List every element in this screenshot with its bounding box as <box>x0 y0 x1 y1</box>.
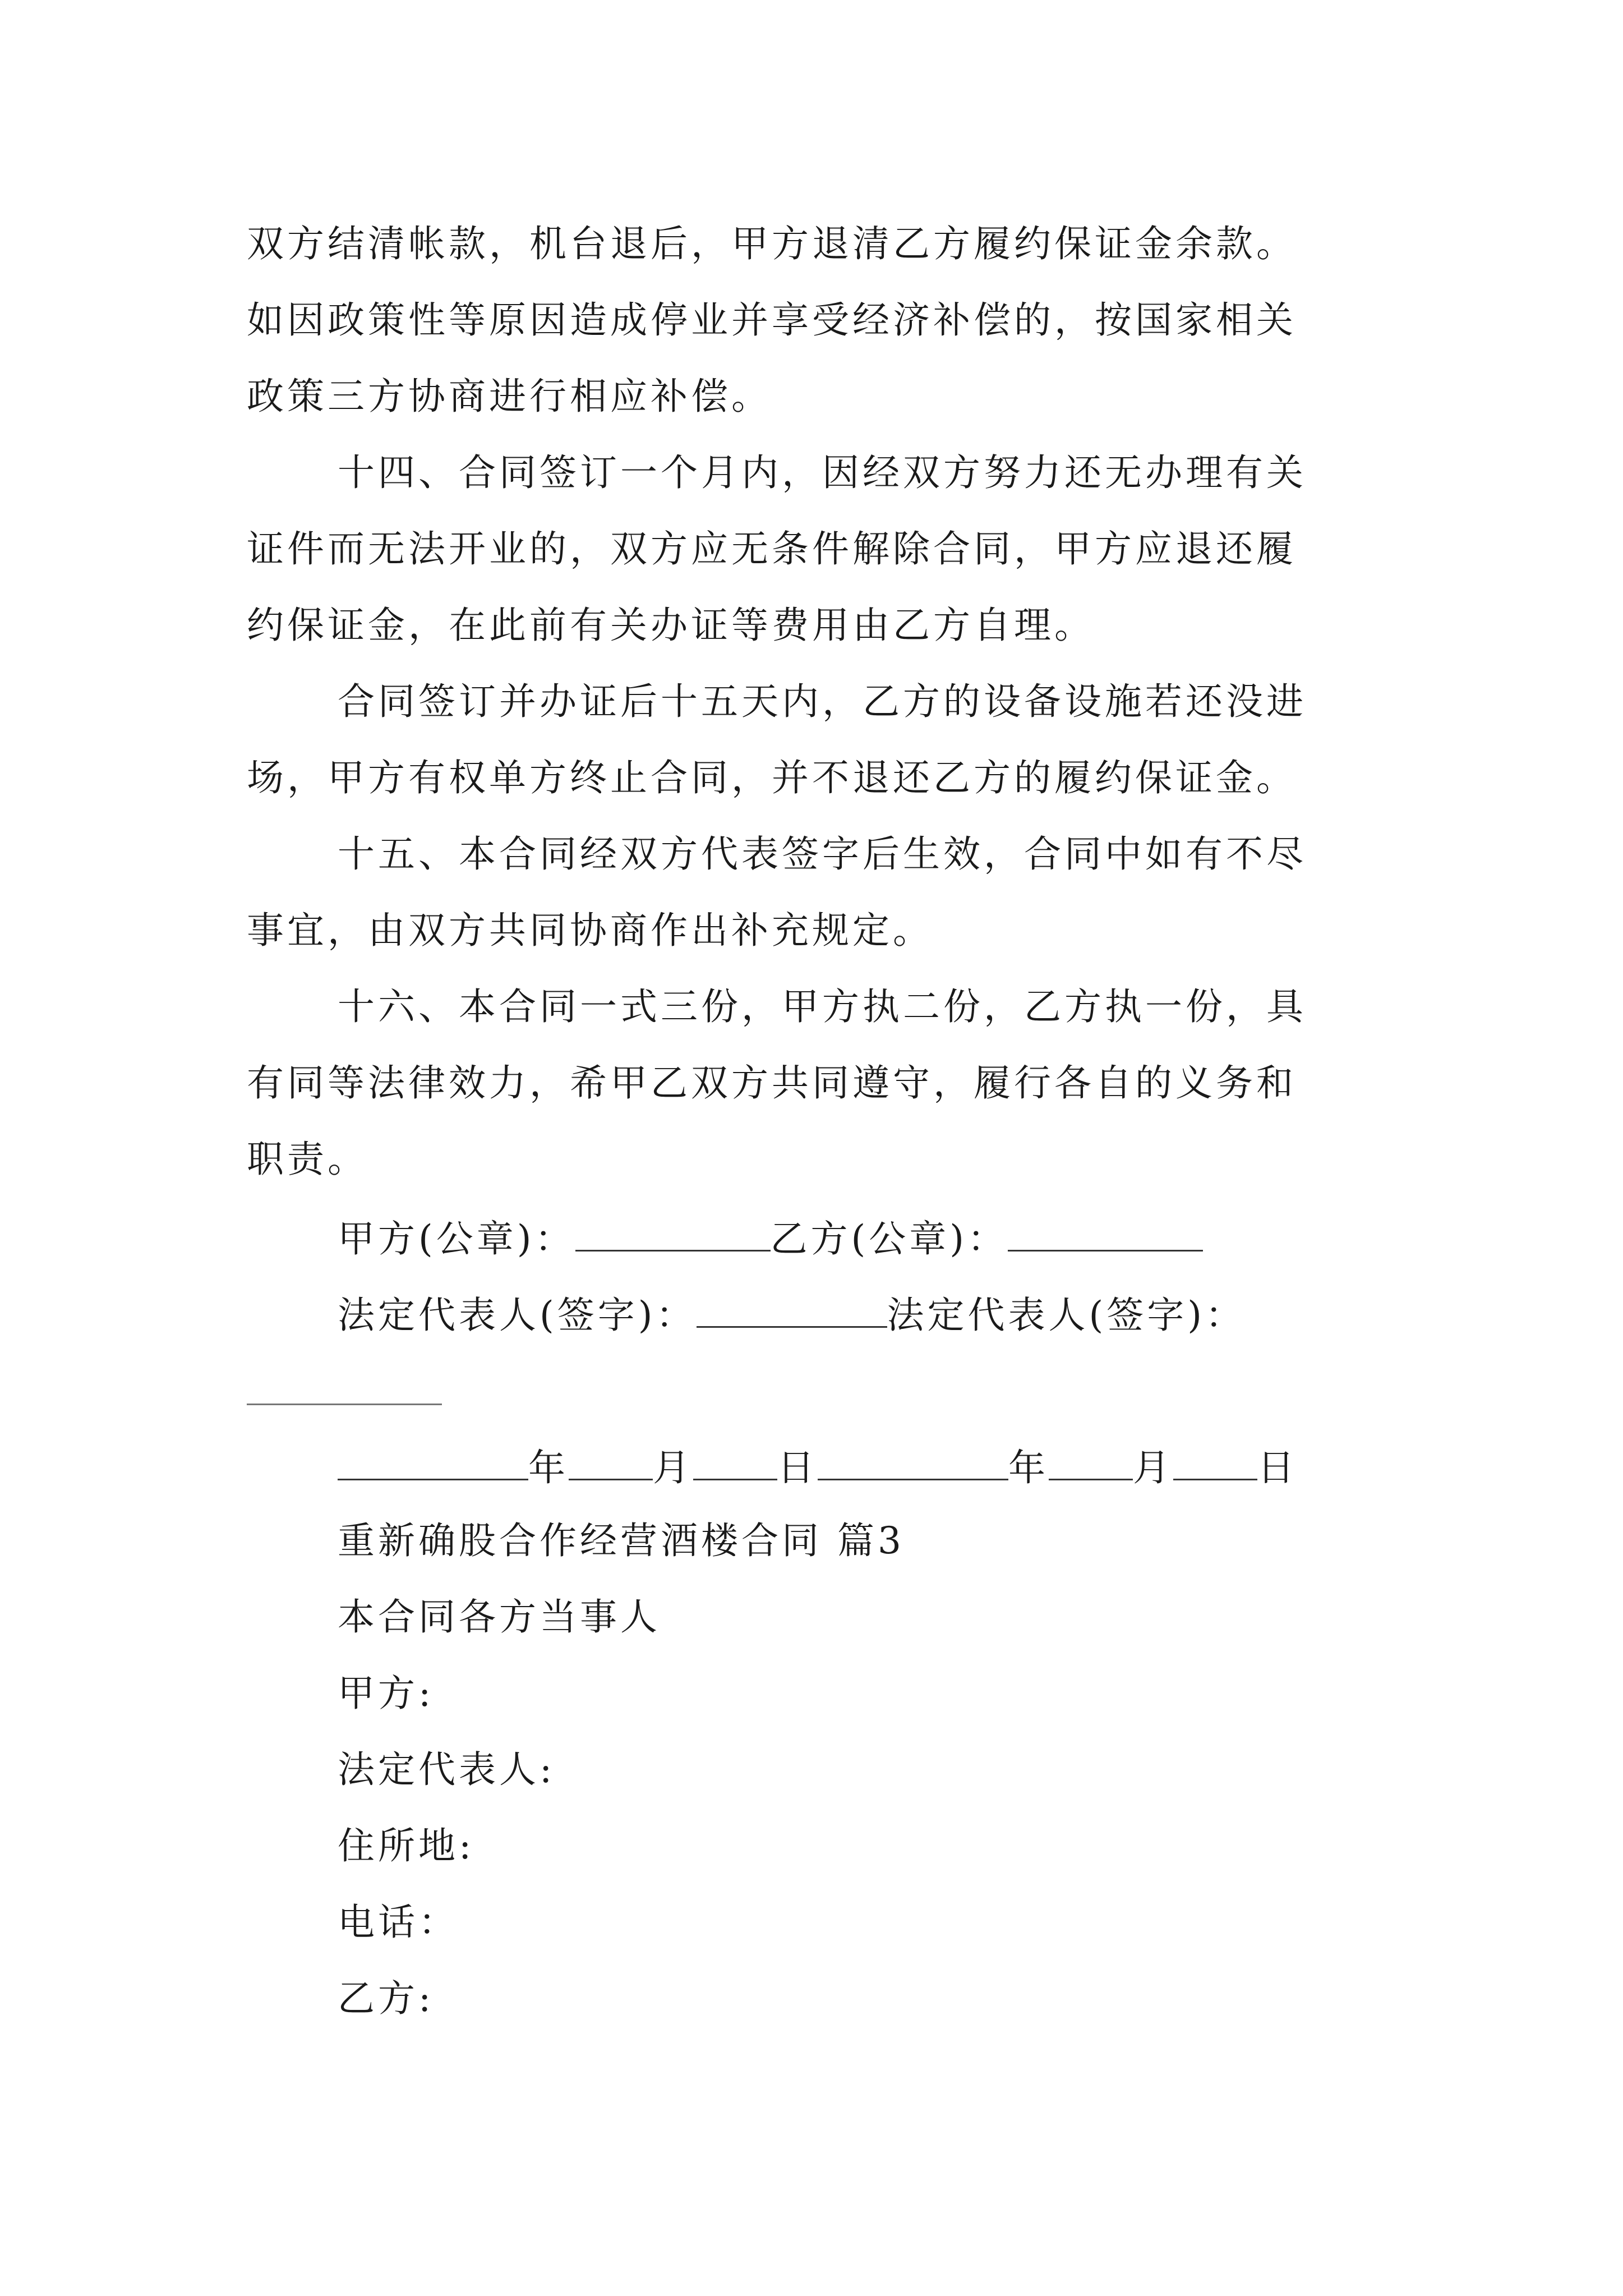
year-b-label: 年 <box>1008 1446 1049 1489</box>
paragraph-line: 场，甲方有权单方终止合同，并不退还乙方的履约保证金。 <box>247 756 1297 799</box>
paragraph-line: 十五、本合同经双方代表签字后生效，合同中如有不尽 <box>338 832 1307 876</box>
parties-intro: 本合同各方当事人 <box>338 1595 661 1639</box>
day-b-label: 日 <box>1257 1446 1298 1489</box>
legal-rep-label: 法定代表人: <box>338 1748 556 1791</box>
section-title: 重新确股合作经营酒楼合同 篇3 <box>338 1519 905 1562</box>
party-a-seal-label: 甲方(公章)： <box>338 1217 575 1260</box>
paragraph-line: 合同签订并办证后十五天内，乙方的设备设施若还没进 <box>338 680 1307 723</box>
paragraph-line: 职责。 <box>247 1138 368 1181</box>
rep-a-label: 法定代表人(签字)： <box>338 1294 697 1337</box>
paragraph-line: 事宜，由双方共同协商作出补充规定。 <box>247 909 933 952</box>
month-a-blank <box>569 1446 653 1480</box>
paragraph-line: 证件而无法开业的，双方应无条件解除合同，甲方应退还履 <box>247 527 1297 570</box>
seal-row <box>338 1217 1203 1258</box>
year-a-label: 年 <box>528 1446 569 1489</box>
party-a-label: 甲方: <box>338 1672 435 1715</box>
month-a-label: 月 <box>653 1446 693 1489</box>
paragraph-line: 有同等法律效力，希甲乙双方共同遵守，履行各自的义务和 <box>247 1061 1297 1105</box>
paragraph-line: 十四、合同签订一个月内，因经双方努力还无办理有关 <box>338 451 1307 494</box>
party-b-seal-label: 乙方(公章)： <box>770 1217 1008 1260</box>
date-row <box>338 1446 1298 1487</box>
address-label: 住所地: <box>338 1824 475 1867</box>
month-b-label: 月 <box>1133 1446 1173 1489</box>
paragraph-line: 双方结清帐款，机台退后，甲方退清乙方履约保证金余款。 <box>247 222 1297 265</box>
paragraph-line: 十六、本合同一式三份，甲方执二份，乙方执一份，具 <box>338 985 1307 1028</box>
paragraph-line: 约保证金，在此前有关办证等费用由乙方自理。 <box>247 604 1095 647</box>
year-b-blank <box>818 1446 1008 1480</box>
phone-label: 电话： <box>338 1901 459 1944</box>
year-a-blank <box>338 1446 528 1480</box>
party-a-seal-blank <box>575 1217 771 1251</box>
rep-b-blank <box>247 1404 442 1405</box>
party-b-label: 乙方: <box>338 1977 435 2020</box>
month-b-blank <box>1049 1446 1133 1480</box>
rep-a-blank <box>697 1294 887 1328</box>
rep-b-label: 法定代表人(签字)： <box>887 1294 1246 1337</box>
rep-row <box>338 1294 1246 1337</box>
day-a-label: 日 <box>777 1446 818 1489</box>
day-a-blank <box>693 1446 777 1480</box>
day-b-blank <box>1173 1446 1257 1480</box>
paragraph-line: 政策三方协商进行相应补偿。 <box>247 375 772 418</box>
paragraph-line: 如因政策性等原因造成停业并享受经济补偿的，按国家相关 <box>247 298 1297 342</box>
party-b-seal-blank <box>1008 1217 1203 1251</box>
